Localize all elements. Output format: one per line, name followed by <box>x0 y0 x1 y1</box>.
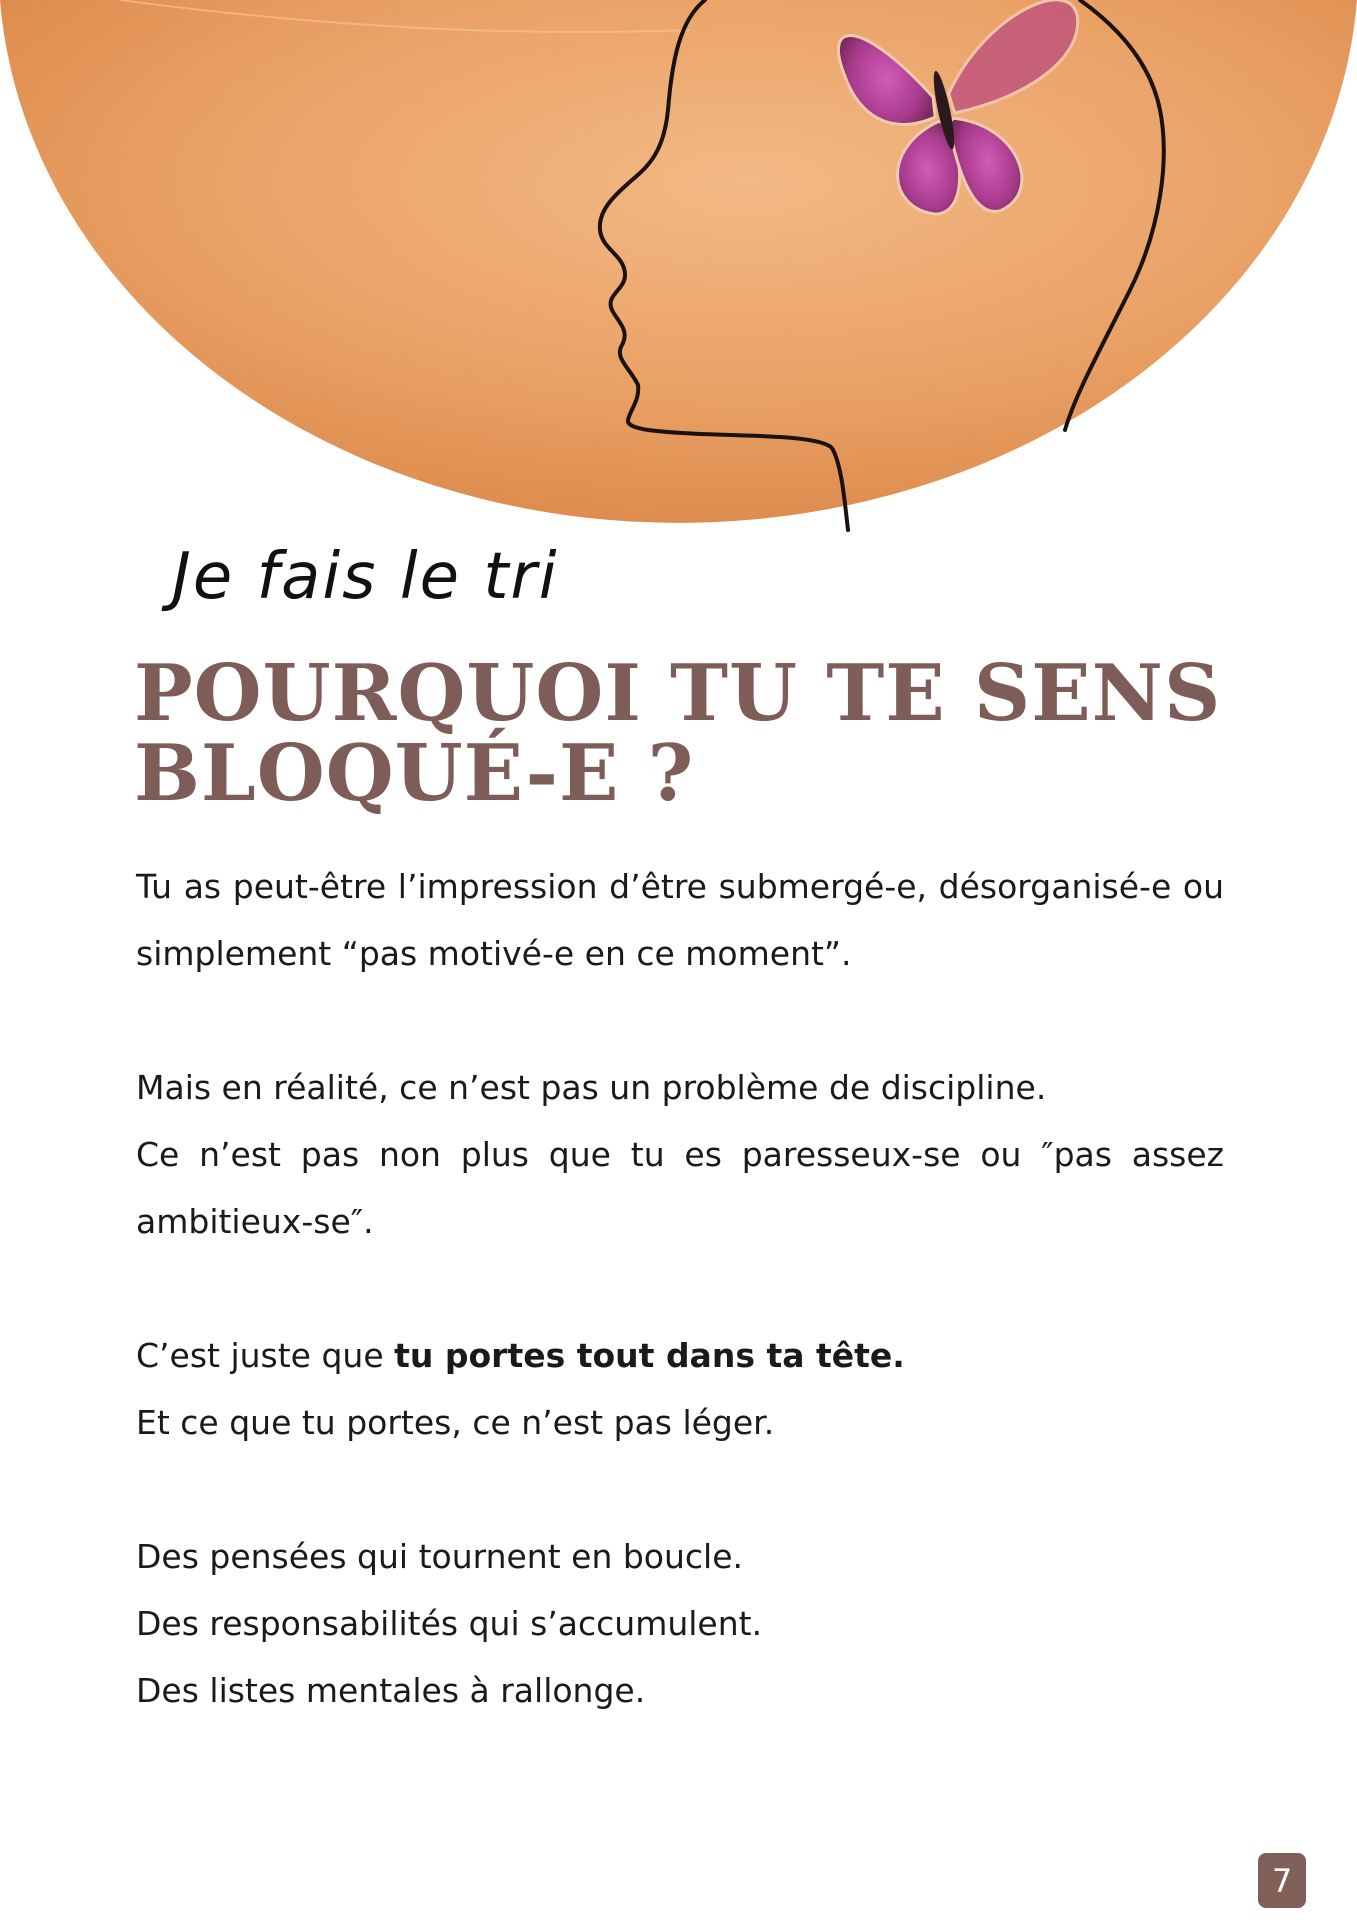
head-silhouette-with-butterfly-icon <box>0 0 1357 560</box>
page-number-badge: 7 <box>1258 1853 1306 1908</box>
paragraph-1: Tu as peut-être l’impression d’être submergé-e, désorganisé-e ou simplement “pas motivé-e en ce moment”. <box>136 867 1224 973</box>
page-title-line-1: POURQUOI TU TE SENS <box>134 648 1222 739</box>
paragraph-4 <box>136 1322 1224 1389</box>
body-text <box>136 853 1224 1724</box>
paragraph-3: Ce n’est pas non plus que tu es paresseux-se ou ″pas assez ambitieux-se″. <box>136 1135 1224 1241</box>
paragraph-4-emphasis: tu portes tout dans ta tête. <box>394 1336 905 1375</box>
paragraph-8: Des listes mentales à rallonge. <box>136 1671 646 1710</box>
page-title-line-2: BLOQUÉ-E ? <box>134 728 695 819</box>
paragraph-5: Et ce que tu portes, ce n’est pas léger. <box>136 1403 775 1442</box>
paragraph-4-prefix: C’est juste que <box>136 1336 395 1375</box>
page-title <box>134 648 1222 819</box>
paragraph-2: Mais en réalité, ce n’est pas un problème de discipline. <box>136 1068 1047 1107</box>
paragraph-6: Des pensées qui tournent en boucle. <box>136 1537 744 1576</box>
hero-illustration <box>0 0 1357 560</box>
section-script-title: Je fais le tri <box>172 540 559 614</box>
paragraph-7: Des responsabilités qui s’accumulent. <box>136 1604 763 1643</box>
hero-paper-disc <box>0 0 1357 523</box>
